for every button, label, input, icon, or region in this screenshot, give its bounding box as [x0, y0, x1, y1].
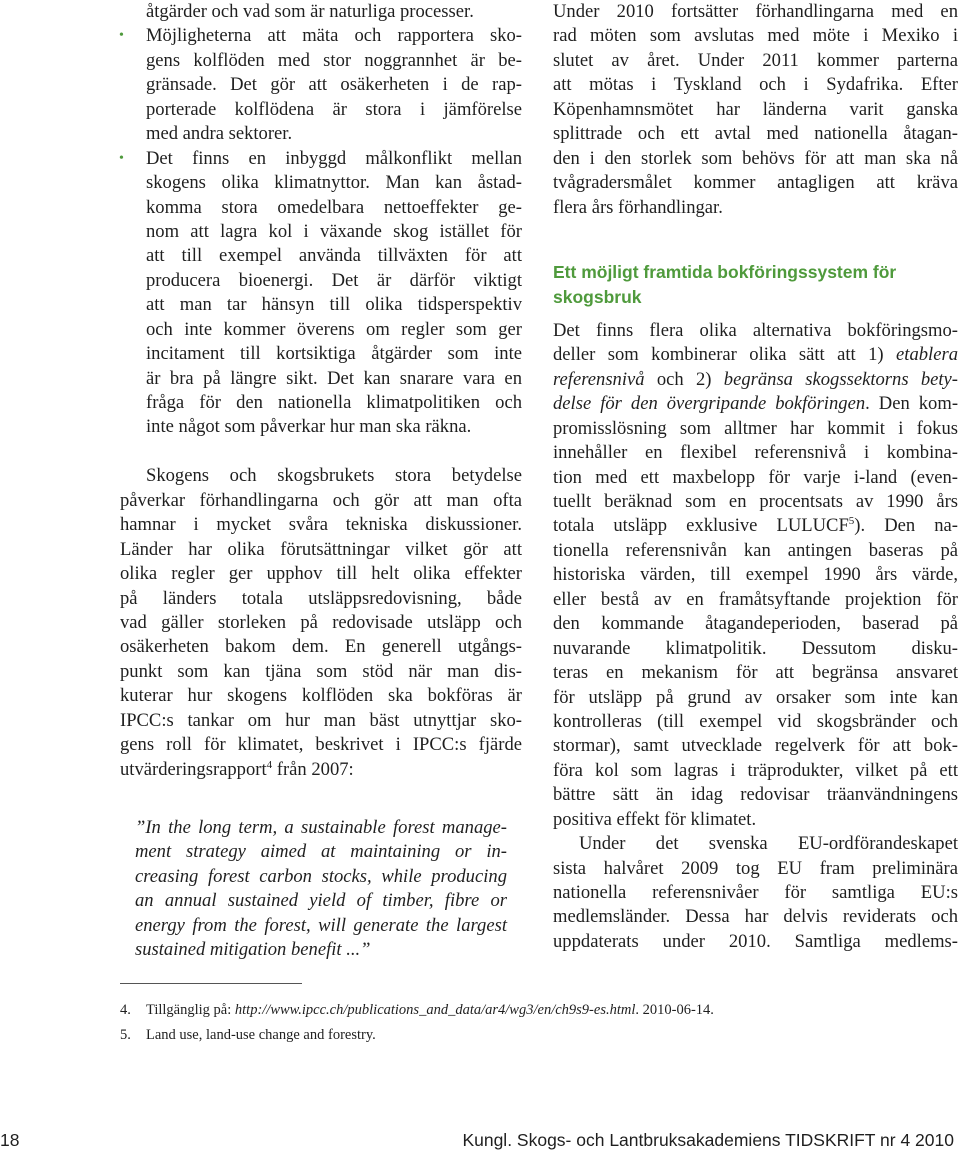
text-line: Det finns flera olika alternativa bokföringsmo-	[553, 319, 958, 341]
text-line: teras en mekanism för att begränsa ansvaret	[553, 662, 958, 684]
text-line: historiska värden, till exempel 1990 års värde,	[553, 564, 958, 586]
text-line: gränsade. Det gör att osäkerheten i de rap-	[146, 74, 522, 96]
quote-line: creasing forest carbon stocks, while producing	[135, 865, 507, 887]
text-line: nom att lagra kol i växande skog istället för	[146, 220, 522, 242]
text-line: tion med ett maxbelopp för varje i-land (even-	[553, 466, 958, 488]
text-line: Under det svenska EU-ordförandeskapet	[579, 833, 958, 855]
text-line: att mötas i Tyskland och i Sydafrika. Efter	[553, 74, 958, 96]
footnote-divider	[120, 983, 302, 984]
text-line: punkt som kan tjäna som stöd när man dis-	[120, 660, 522, 682]
text-segment: ). Den na-	[854, 515, 958, 537]
text-line: eller bestå av en framåtsyftande projektion för	[553, 588, 958, 610]
section-heading	[553, 260, 958, 310]
text-line: kuterar hur skogens kolflöden ska bokföras är	[120, 685, 522, 707]
text-line: kontrolleras (till exempel vid skogsbränder och	[553, 710, 958, 732]
text-segment: . Den kom-	[865, 393, 959, 415]
text-line: gens kolflöden med stor noggrannhet är be-	[146, 49, 522, 71]
text-line: tvågradersmålet kommer antagligen att kräva	[553, 172, 958, 194]
quote-line: an annual sustained yield of timber, fibre or	[135, 890, 507, 912]
footnote-ref-5[interactable]: 5	[848, 515, 855, 528]
quote-line: ”In the long term, a sustainable forest manage-	[135, 817, 507, 838]
left-column	[120, 0, 522, 963]
text-line: på länders totala utsläppsredovisning, både	[120, 587, 522, 609]
text-line: sista halvåret 2009 tog EU fram preliminära	[553, 857, 958, 879]
text-segment: totala utsläpp exklusive LULUCF	[553, 515, 849, 537]
bullet-item-measurement	[120, 24, 522, 146]
text-line: den i den storlek som behövs för att man ska nå	[553, 147, 958, 169]
text-line: vad gäller storleken på redovisade utsläpp och	[120, 611, 522, 633]
text-line: Det finns en inbyggd målkonflikt mellan	[146, 147, 522, 169]
right-column	[553, 0, 958, 954]
footnote-text: Tillgänglig på:	[146, 1002, 235, 1018]
text-line: IPCC:s tankar om hur man bäst utnyttjar sko-	[120, 709, 522, 731]
text-line: att man tar hänsyn till olika tidsperspektiv	[146, 294, 522, 316]
bullet-item-goal-conflict	[120, 147, 522, 440]
text-line: nationella referensnivåer för samtliga EU:s	[553, 882, 958, 903]
text-line	[553, 368, 958, 392]
quote-line: ment strategy aimed at maintaining or in-	[135, 841, 507, 863]
quote-line: sustained mitigation benefit ...”	[135, 939, 371, 961]
text-line: rad möten som avslutas med möte i Mexiko i	[553, 25, 958, 47]
text-line: stormar), samt utvecklade regelverk för att bok-	[553, 735, 958, 757]
quote-line: energy from the forest, will generate the largest	[135, 914, 507, 936]
text-line: skogens olika klimatnyttor. Man kan åstad-	[146, 172, 522, 194]
footnote-text: Land use, land-use change and forestry.	[146, 1027, 376, 1043]
text-line: promisslösning som alltmer har kommit i fokus	[553, 417, 958, 439]
text-line: inte något som påverkar hur man ska räkna.	[146, 416, 472, 438]
text-line: påverkar förhandlingarna och gör att man ofta	[120, 489, 522, 511]
text-line: föra kol som lagras i träprodukter, vilket på ett	[553, 759, 958, 781]
text-line: fråga för den nationella klimatpolitiken och	[146, 392, 522, 413]
text-line: producera bioenergi. Det är därför viktigt	[146, 269, 522, 291]
text-line: Skogens och skogsbrukets stora betydelse	[146, 465, 522, 487]
text-segment-italic: etablera	[896, 344, 958, 366]
text-line: tionella referensnivån kan antingen baseras på	[553, 539, 958, 561]
paragraph-accounting-models	[553, 319, 958, 832]
text-line: och inte kommer överens om regler som ger	[146, 318, 522, 340]
text-line: osäkerheten bakom dem. En generell utgångs-	[120, 636, 522, 658]
text-line: att till exempel använda tillväxten för att	[146, 245, 522, 267]
text-segment-italic: referensnivå	[553, 368, 645, 390]
text-line: den kommande åtagandeperioden, baserad på	[553, 613, 958, 635]
text-line: gens roll för klimatet, beskrivet i IPCC:s fjärde	[120, 734, 522, 756]
paragraph-eu-presidency	[553, 832, 958, 954]
bullet-icon: •	[119, 150, 124, 166]
text-line: för utsläpp på grund av orsaker som inte kan	[553, 686, 958, 708]
text-segment-italic: delse för den övergripande bokföringen	[553, 393, 866, 415]
text-segment: deller som kombinerar olika sätt att 1)	[553, 344, 897, 366]
text-segment-italic: begränsa skogssektorns bety-	[723, 368, 958, 390]
text-line: är bra på längre sikt. Det kan snarare vara en	[146, 367, 522, 389]
text-line: innehåller en flexibel referensnivå i kombina-	[553, 442, 958, 464]
heading-line: Ett möjligt framtida bokföringssystem för	[553, 261, 897, 282]
text-line: olika regler ger upphov till helt olika effekter	[120, 563, 522, 585]
text-line	[553, 343, 958, 367]
text-segment: utvärderingsrapport	[120, 758, 267, 780]
text-line: hamnar i mycket svåra tekniska diskussioner.	[120, 514, 522, 536]
footnote-5	[120, 1025, 376, 1045]
text-line: komma stora omedelbara nettoeffekter ge-	[146, 196, 522, 218]
text-line: Under 2010 fortsätter förhandlingarna med en	[553, 1, 958, 22]
text-line: med andra sektorer.	[146, 123, 293, 145]
text-line: incitament till kortsiktiga åtgärder som inte	[146, 343, 522, 365]
bullet-continuation: åtgärder och vad som är naturliga processer.	[146, 1, 474, 22]
text-segment: och 2)	[644, 368, 724, 390]
footnote-ref-4[interactable]: 4	[266, 758, 273, 771]
text-line: positiva effekt för klimatet.	[553, 808, 757, 830]
text-line: medlemsländer. Dessa har delvis reviderats och	[553, 906, 958, 928]
footnote-date: . 2010-06-14.	[635, 1002, 714, 1018]
footnote-number: 4.	[120, 1002, 131, 1018]
text-line	[553, 514, 958, 538]
text-line: bättre sätt än idag redovisar träanvändningens	[553, 784, 958, 806]
text-line	[120, 758, 522, 782]
text-line: tuellt beräknad som en procentsats av 1990 års	[553, 491, 958, 512]
text-line: nuvarande klimatpolitik. Dessutom disku-	[553, 637, 958, 659]
paragraph-forest-importance	[120, 464, 522, 782]
text-line	[553, 392, 958, 416]
footnote-link[interactable]: http://www.ipcc.ch/publications_and_data/ar4/wg3/en/ch9s9-es.html	[234, 1002, 636, 1018]
text-line: uppdaterats under 2010. Samtliga medlems-	[553, 930, 958, 952]
text-line: Länder har olika förutsättningar vilket gör att	[120, 538, 522, 560]
journal-footer: Kungl. Skogs- och Lantbruksakademiens TIDSKRIFT nr 4 2010	[462, 1130, 954, 1150]
text-line: splittrade och ett avtal med nationella åtagan-	[553, 123, 958, 145]
text-line: flera års förhandlingar.	[553, 196, 723, 218]
text-line: porterade kolflödena är stora i jämförelse	[146, 98, 522, 120]
bullet-icon: •	[119, 28, 124, 44]
text-line: Möjligheterna att mäta och rapportera sko-	[146, 25, 522, 47]
page-number: 18	[0, 1130, 20, 1150]
text-line: Köpenhamnsmötet har länderna varit ganska	[553, 98, 958, 120]
paragraph-negotiations	[553, 0, 958, 220]
heading-line: skogsbruk	[553, 286, 642, 307]
text-line: slutet av året. Under 2011 kommer parterna	[553, 49, 958, 71]
text-segment: från 2007:	[272, 758, 354, 780]
ipcc-quote	[120, 816, 507, 963]
footnote-4	[120, 1000, 714, 1020]
footnote-number: 5.	[120, 1027, 131, 1043]
